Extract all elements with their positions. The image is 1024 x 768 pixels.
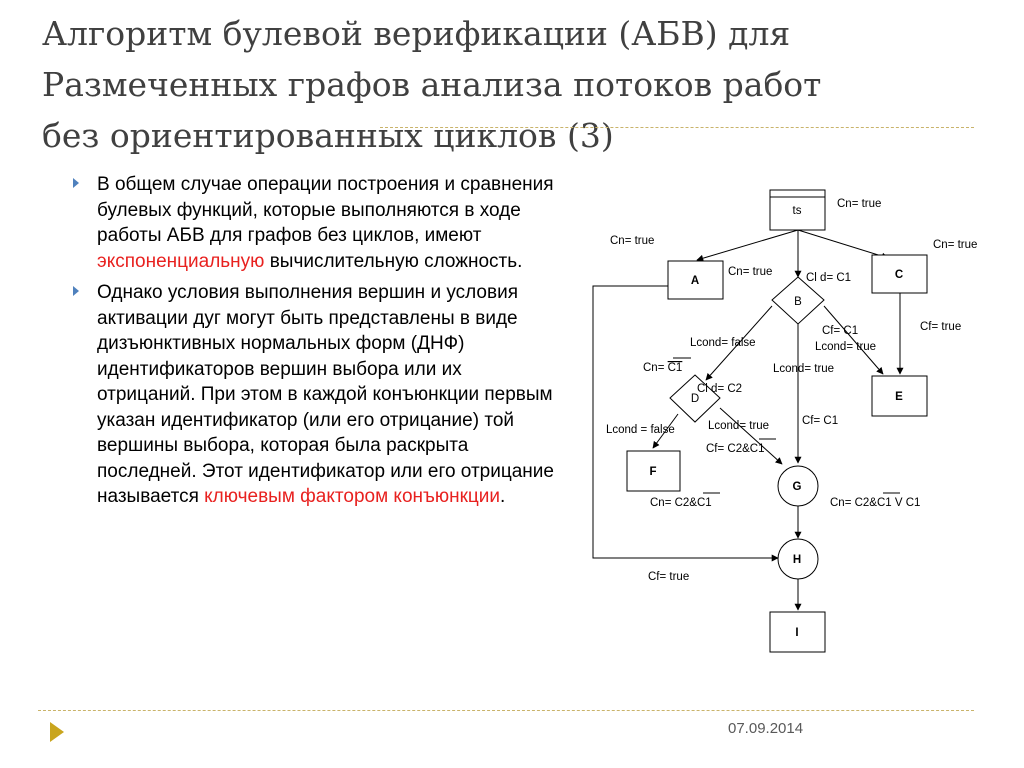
node-g-label: G [792,481,802,493]
slide-date: 07.09.2014 [728,720,804,737]
node-b-label: B [794,296,802,308]
label-cn-c: Cn= true [933,239,978,251]
node-a-label: A [690,275,700,287]
label-cn-f [650,497,712,509]
label-cn-g-prefix: Cn= C2& [830,497,877,509]
title-line-3: без ориентированных циклов (3) [42,116,614,155]
bullet-1-text-end: вычислительную сложность. [264,250,523,272]
bullet-2-text-end: . [500,486,506,507]
label-lcond-false-b: Lcond= false [690,337,756,349]
bullet-item-complexity [70,172,560,274]
label-cn-d-negated: C1 [667,362,683,374]
workflow-graph-diagram [580,180,980,660]
label-cf-dg [706,443,765,455]
bullet-1-text: В общем случае операции построения и сравнения булевых функций, которые выполняются в ходе работы АБВ для графов без циклов, имеют [97,174,554,246]
node-ts-label: ts [792,205,802,217]
edge-d-g [720,408,782,464]
node-h-label: H [792,554,802,566]
label-cn-g-negated: C1 [876,497,892,509]
label-lcond-false-d: Lcond = false [606,424,675,436]
bullet-2-highlight: ключевым фактором конъюнкции [204,486,501,507]
label-cf-dg-negated: C1 [749,443,765,455]
edge-ts-c [798,230,888,258]
node-e-label: E [895,391,903,403]
bullet-arrow-icon [73,178,79,188]
label-cn-a: Cn= true [610,235,655,247]
title-divider [380,127,974,128]
label-cn-d [643,362,682,374]
label-cf-dg-prefix: Cf= C2& [706,443,750,455]
label-cld-b: Cl d= C1 [806,272,852,284]
title-line-1: Алгоритм булевой верификации (АБВ) для [42,14,791,53]
label-cn-g-suffix: V C1 [891,497,921,509]
label-cn-b: Cn= true [728,266,773,278]
label-cn-g [830,497,920,509]
node-d-label: D [690,393,700,405]
label-cf-true-c: Cf= true [920,321,962,333]
node-c-label: C [894,269,904,281]
bullet-2-text: Однако условия выполнения вершин и условия активации дуг могут быть представлены в виде дизъюнктивных нормальных форм (ДНФ) идентификаторов вершин выбора или их отрицаний. При этом в каждой конъюнкции первым указан идентификатор (или его отрицание) той вершины выбора, которая была раскрыта последней. Этот идентификатор или его отрицание называется [97,282,554,507]
label-cf-true-h: Cf= true [648,571,690,583]
bullet-list [70,172,560,516]
bullet-arrow-icon [73,286,79,296]
node-i-label: I [795,627,799,639]
title-line-2: Размеченных графов анализа потоков работ [42,65,822,104]
label-cn-d-prefix: Cn= [643,362,668,374]
bullet-item-dnf [70,280,560,510]
label-cn-ts: Cn= true [837,198,882,210]
label-lcond-true-d: Lcond= true [708,420,770,432]
label-lcond-true-b: Lcond= true [815,341,877,353]
label-cld-d: Cl d= C2 [697,383,743,395]
next-slide-arrow-icon[interactable] [50,722,64,742]
label-cf-c1-g: Cf= C1 [802,415,839,427]
label-cf-c1-b: Cf= C1 [822,325,859,337]
label-cn-f-prefix: Cn= C2& [650,497,697,509]
bullet-1-highlight: экспоненциальную [97,250,265,272]
footer-divider [38,710,974,711]
node-f-label: F [649,466,657,478]
slide-title [42,8,982,161]
label-cn-f-negated: C1 [696,497,712,509]
edge-ts-a [697,230,798,260]
label-lcond-true-be: Lcond= true [773,363,835,375]
